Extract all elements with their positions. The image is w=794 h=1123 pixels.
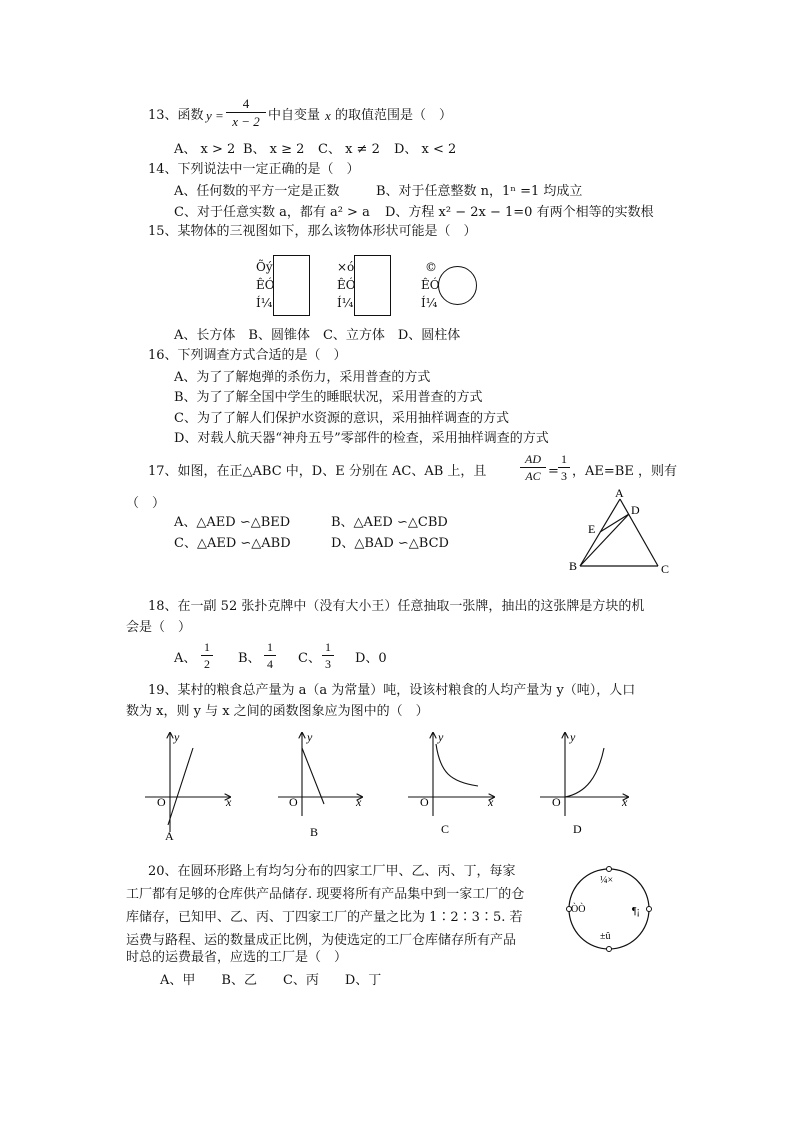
q20-line-1: 20、在圆环形路上有均匀分布的四家工厂甲、乙、丙、丁，每家 [148, 864, 516, 879]
factory-right-label: ¶¡ [632, 906, 640, 917]
q17-option-d[interactable]: D、△BAD ∽△BCD [331, 536, 449, 551]
q13-post2: 的取值范围是（ ） [335, 108, 453, 123]
q18-a-den: 2 [204, 657, 210, 671]
graph-d-y-label: y [570, 730, 576, 744]
q18-option-d[interactable]: D、0 [355, 651, 387, 666]
point-a-label: A [615, 486, 624, 500]
q16-stem: 16、下列调查方式合适的是（ ） [148, 348, 347, 363]
front-view-label-2: ÊÓ [256, 278, 275, 292]
q20-line-4: 运费与路程、运的数量成正比例，为使选定的工厂仓库储存所有产品 [126, 933, 517, 948]
q17-prefix: 17、如图，在正△ABC 中，D、E 分别在 AC、AB 上，且 [148, 464, 487, 479]
top-view-label-3: Í¼ [421, 296, 438, 310]
q17-option-a[interactable]: A、△AED ∽△BED [174, 515, 291, 530]
q13-option-d[interactable]: D、 x < 2 [394, 142, 457, 157]
factory-bottom-label: ±û [600, 931, 611, 942]
q17-option-c[interactable]: C、△AED ∽△ABD [174, 536, 291, 551]
q17-ratio-num: 1 [558, 453, 570, 468]
graph-d-x-label: x [622, 795, 628, 809]
point-d-label: D [631, 503, 640, 517]
q13-y-equals: y = [206, 108, 224, 123]
q14-option-d[interactable]: D、方程 x² − 2x − 1=0 有两个相等的实数根 [385, 205, 654, 220]
factory-top-marker [607, 867, 612, 872]
q17-ratio-den: 3 [561, 469, 567, 483]
q15-stem: 15、某物体的三视图如下，那么该物体形状可能是（ ） [148, 224, 477, 239]
q17-answer-paren: （ ） [126, 496, 166, 511]
left-view-label-2: ÊÓ [337, 278, 356, 292]
q17-numerator: AD [520, 453, 546, 468]
q13-option-b[interactable]: B、 x ≥ 2 [243, 142, 305, 157]
graph-c-caption: C [441, 822, 450, 836]
front-view-label-1: Õý [256, 260, 273, 274]
q16-option-b[interactable]: B、为了了解全国中学生的睡眠状况，采用普查的方式 [174, 390, 483, 405]
graph-a-origin: O [157, 795, 166, 809]
graph-b-y-label: y [307, 730, 313, 744]
point-b-label: B [569, 559, 578, 573]
q14-stem: 14、下列说法中一定正确的是（ ） [148, 162, 360, 177]
factory-top-label: ¼× [600, 875, 614, 886]
q18-c-den: 3 [325, 657, 331, 671]
q13-var: x [325, 108, 331, 123]
front-view-label-3: Í¼ [256, 296, 273, 310]
graph-a-x-label: x [226, 795, 232, 809]
q20-line-5: 时总的运费最省，应选的工厂是（ ） [126, 950, 348, 965]
q13-option-a[interactable]: A、 x > 2 [174, 142, 236, 157]
graph-c-origin: O [420, 795, 429, 809]
q16-option-a[interactable]: A、为了了解炮弹的杀伤力，采用普查的方式 [174, 370, 431, 385]
graph-c-y-label: y [438, 730, 444, 744]
graph-c-x-label: x [488, 795, 494, 809]
point-e-label: E [588, 522, 596, 536]
left-view-label-3: Í¼ [337, 296, 354, 310]
q14-option-c[interactable]: C、对于任意实数 a，都有 a² > a [174, 205, 370, 220]
q17-option-b[interactable]: B、△AED ∽△CBD [331, 515, 448, 530]
q18-b-den: 4 [267, 657, 273, 671]
q13-numerator: 4 [226, 97, 266, 113]
q20-line-3: 库储存，已知甲、乙、丙、丁四家工厂的产量之比为 1∶2∶3∶5. 若 [126, 910, 523, 925]
factory-bottom-marker [607, 947, 612, 952]
q13-prefix: 13、函数 [148, 108, 204, 123]
q15-options[interactable]: A、长方体 B、圆锥体 C、立方体 D、圆柱体 [174, 328, 461, 343]
graph-d-caption: D [573, 822, 582, 836]
q18-line-1: 18、在一副 52 张扑克牌中（没有大小王）任意抽取一张牌，抽出的这张牌是方块的机 [148, 599, 645, 614]
q17-denominator: AC [525, 469, 541, 483]
graph-d-origin: O [552, 795, 561, 809]
q14-option-a[interactable]: A、任何数的平方一定是正数 [174, 184, 340, 199]
graph-a-y-label: y [174, 730, 180, 744]
q13-post: 中自变量 [268, 108, 321, 123]
top-view-label-1: © [425, 260, 437, 274]
q19-line-1: 19、某村的粮食总产量为 a（a 为常量）吨，设该村粮食的人均产量为 y（吨），人口 [148, 683, 636, 698]
q20-options[interactable]: A、甲 B、乙 C、丙 D、丁 [160, 973, 382, 988]
left-view-label-1: ×ó [337, 260, 355, 274]
q18-line-2: 会是（ ） [126, 620, 192, 635]
factory-left-label: ÒÒ [571, 904, 586, 915]
q13-denominator: x − 2 [232, 114, 260, 129]
q18-option-b-label[interactable]: B、 [238, 651, 261, 666]
graph-b-x-label: x [356, 795, 362, 809]
top-view-label-2: ÊÓ [421, 278, 440, 292]
q20-line-2: 工厂都有足够的仓库供产品储存. 现要将所有产品集中到一家工厂的仓 [126, 887, 525, 902]
q16-option-c[interactable]: C、为了了解人们保护水资源的意识，采用抽样调查的方式 [174, 411, 509, 426]
q19-line-2: 数为 x，则 y 与 x 之间的函数图象应为图中的（ ） [126, 704, 429, 719]
q18-b-num: 1 [264, 641, 276, 656]
q16-option-d[interactable]: D、对载人航天器“神舟五号”零部件的检查，采用抽样调查的方式 [174, 431, 549, 446]
q13-option-c[interactable]: C、 x ≠ 2 [318, 142, 380, 157]
q18-option-c-label[interactable]: C、 [298, 651, 321, 666]
q18-c-num: 1 [322, 641, 334, 656]
factory-right-marker [647, 907, 652, 912]
graph-b-caption: B [310, 825, 319, 839]
graph-b-origin: O [289, 795, 298, 809]
q17-post: ，AE=BE ，则有 [572, 464, 677, 479]
graph-a-caption: A [165, 829, 174, 843]
q17-equals: = [548, 464, 559, 479]
point-c-label: C [661, 562, 670, 576]
q18-a-num: 1 [201, 641, 213, 656]
q18-option-a-label[interactable]: A、 [174, 651, 197, 666]
q14-option-b[interactable]: B、对于任意整数 n，1ⁿ =1 均成立 [376, 184, 583, 199]
